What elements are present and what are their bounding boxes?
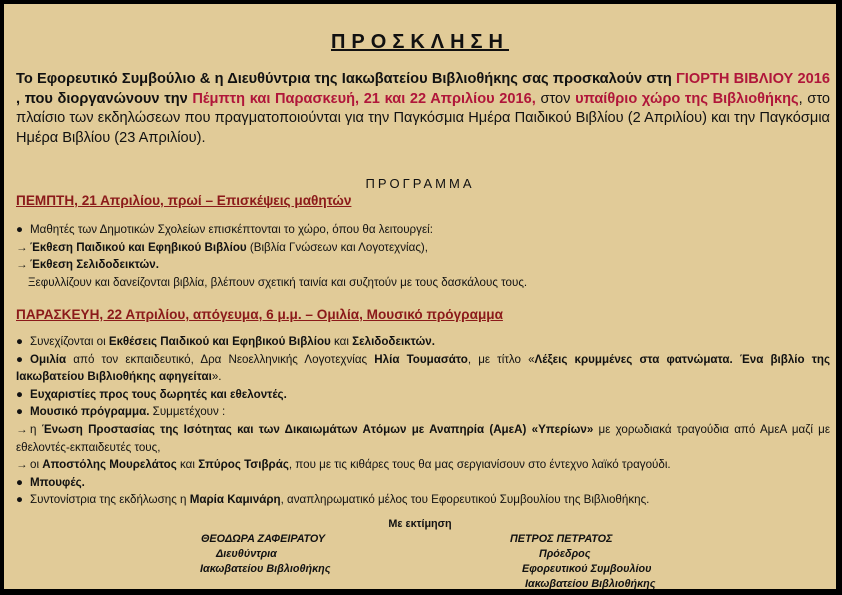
- organization-name: Ένωση Προστασίας της Ισότητας και των Δικαιωμάτων Ατόμων με Αναπηρία (ΑμεΑ) «Υπερίων»: [41, 422, 594, 436]
- bullet-icon: ●: [16, 352, 24, 366]
- intro-text-2: , που διοργανώνουν την: [16, 90, 193, 107]
- list-item: [16, 351, 830, 386]
- day2-heading: [16, 307, 616, 322]
- closing-salutation: Με εκτίμηση: [388, 518, 452, 530]
- day1-heading-text: ΠΕΜΠΤΗ, 21 Απριλίου, πρωί – Επισκέψεις μαθητών: [16, 193, 352, 208]
- list-item-text: , με τίτλο «: [467, 352, 535, 366]
- list-item: [16, 239, 836, 257]
- list-item: [16, 421, 830, 456]
- list-item: [16, 403, 836, 421]
- day1-heading: [16, 193, 616, 208]
- signature-left-name: ΘΕΟΔΩΡΑ ΖΑΦΕΙΡΑΤΟΥ: [201, 533, 326, 545]
- list-item-text: , αναπληρωματικό μέλος του Εφορευτικού Συμβουλίου της Βιβλιοθήκης.: [280, 493, 650, 507]
- list-item: [16, 333, 836, 351]
- signature-left-org: Ιακωβατείου Βιβλιοθήκης: [200, 563, 331, 575]
- invitation-page: [4, 4, 836, 589]
- speaker-name: Ηλία Τουμασάτο: [374, 352, 468, 366]
- day2-heading-text: ΠΑΡΑΣΚΕΥΗ, 22 Απριλίου, απόγευμα, 6 μ.μ. – Ομιλία, Μουσικό πρόγραμμα: [16, 307, 503, 322]
- list-item: [16, 256, 836, 274]
- list-item-bold: Έκθεση Σελιδοδεικτών.: [30, 258, 159, 272]
- list-item: [16, 386, 836, 404]
- bullet-icon: ●: [16, 475, 24, 489]
- bullet-icon: ●: [16, 223, 24, 236]
- list-item-text: και: [176, 458, 199, 472]
- performer-name: Αποστόλης Μουρελάτος: [42, 458, 177, 472]
- list-item-text: , που με τις κιθάρες τους θα μας σεργιανίσουν στο έντεχνο λαϊκό τραγούδι.: [288, 458, 671, 472]
- list-item-text: ».: [211, 370, 222, 384]
- list-item-text: και: [330, 335, 353, 348]
- list-item-bold: Εκθέσεις Παιδικού και Εφηβικού Βιβλίου: [108, 335, 331, 348]
- list-item: [16, 274, 836, 292]
- list-item-bold: Ευχαριστίες προς τους δωρητές και εθελοντές.: [30, 387, 287, 401]
- event-place: υπαίθριο χώρο της Βιβλιοθήκης: [575, 90, 799, 107]
- signature-right-name: ΠΕΤΡΟΣ ΠΕΤΡΑΤΟΣ: [510, 533, 613, 545]
- day2-list: [16, 333, 836, 509]
- signature-right-org1: Εφορευτικού Συμβουλίου: [522, 563, 652, 575]
- list-item-bold: Μουσικό πρόγραμμα.: [30, 405, 150, 419]
- list-item-bold: Ομιλία: [30, 352, 67, 366]
- arrow-icon: →: [16, 458, 28, 472]
- list-item-text: Συντονίστρια της εκδήλωσης η: [30, 493, 190, 507]
- event-days: Πέμπτη και Παρασκευή, 21 και 22 Απριλίου 2016,: [192, 90, 536, 107]
- arrow-icon: →: [16, 422, 28, 436]
- list-item: [16, 474, 836, 492]
- list-item-text: η: [30, 422, 42, 436]
- list-item-bold: Μπουφές.: [30, 475, 85, 489]
- programme-label: ΠΡΟΓΡΑΜΜΑ: [365, 176, 475, 191]
- bullet-icon: ●: [16, 405, 24, 419]
- arrow-icon: →: [16, 240, 28, 254]
- list-item-bold: Έκθεση Παιδικού και Εφηβικού Βιβλίου: [30, 240, 247, 254]
- bullet-icon: ●: [16, 493, 24, 507]
- list-item-text: Μαθητές των Δημοτικών Σχολείων επισκέπτονται το χώρο, όπου θα λειτουργεί:: [30, 223, 433, 236]
- intro-text-4: , στο πλαίσιο των εκδηλώσεων που πραγματοποιούνται για την Παγκόσμια Ημέρα Παιδικού Βιβλίου (2 Απριλίου) και την Παγκόσμια Ημέρα Βιβλίου (23 Απριλίου).: [16, 90, 830, 146]
- bullet-icon: ●: [16, 335, 24, 348]
- list-item-text: από τον εκπαιδευτικό, Δρα Νεοελληνικής Λογοτεχνίας: [66, 352, 375, 366]
- list-item: [16, 221, 836, 239]
- event-name: ΓΙΟΡΤΗ ΒΙΒΛΙΟΥ 2016: [676, 71, 830, 87]
- list-item-text: Συμμετέχουν :: [149, 405, 226, 419]
- page-title: ΠΡΟΣΚΛΗΣΗ: [330, 31, 509, 53]
- list-item: [16, 491, 836, 509]
- intro-text-1: Το Εφορευτικό Συμβούλιο & η Διευθύντρια της Ιακωβατείου Βιβλιοθήκης σας προσκαλούν στη: [16, 71, 672, 87]
- list-item-bold: Σελιδοδεικτών.: [352, 335, 435, 348]
- list-item-text: με χορωδιακά τραγούδια από ΑμεΑ μαζί με εθελοντές-εκπαιδευτές τους,: [16, 422, 831, 454]
- day1-list: [16, 221, 836, 291]
- list-item-text: Ξεφυλλίζουν και δανείζονται βιβλία, βλέπουν σχετική ταινία και συζητούν με τους δασκάλους τους.: [28, 275, 528, 289]
- list-item-text: Συνεχίζονται οι: [30, 335, 109, 348]
- performer-name: Σπύρος Τσιβράς: [198, 458, 289, 472]
- list-item-text: (Βιβλία Γνώσεων και Λογοτεχνίας),: [246, 240, 429, 254]
- signature-right-org2: Ιακωβατείου Βιβλιοθήκης: [525, 578, 656, 590]
- bullet-icon: ●: [16, 387, 24, 401]
- list-item-text: οι: [30, 458, 43, 472]
- signature-right-role: Πρόεδρος: [539, 548, 591, 560]
- coordinator-name: Μαρία Καμινάρη: [189, 493, 281, 507]
- intro-paragraph: [16, 70, 830, 148]
- arrow-icon: →: [16, 258, 28, 272]
- signature-left-role: Διευθύντρια: [216, 548, 277, 560]
- intro-text-3: στον: [540, 90, 576, 107]
- list-item: [16, 456, 836, 474]
- talk-title: Λέξεις κρυμμένες στα φατνώματα. Ένα βιβλίο της Ιακωβατείου Βιβλιοθήκης αφηγείται: [16, 352, 830, 384]
